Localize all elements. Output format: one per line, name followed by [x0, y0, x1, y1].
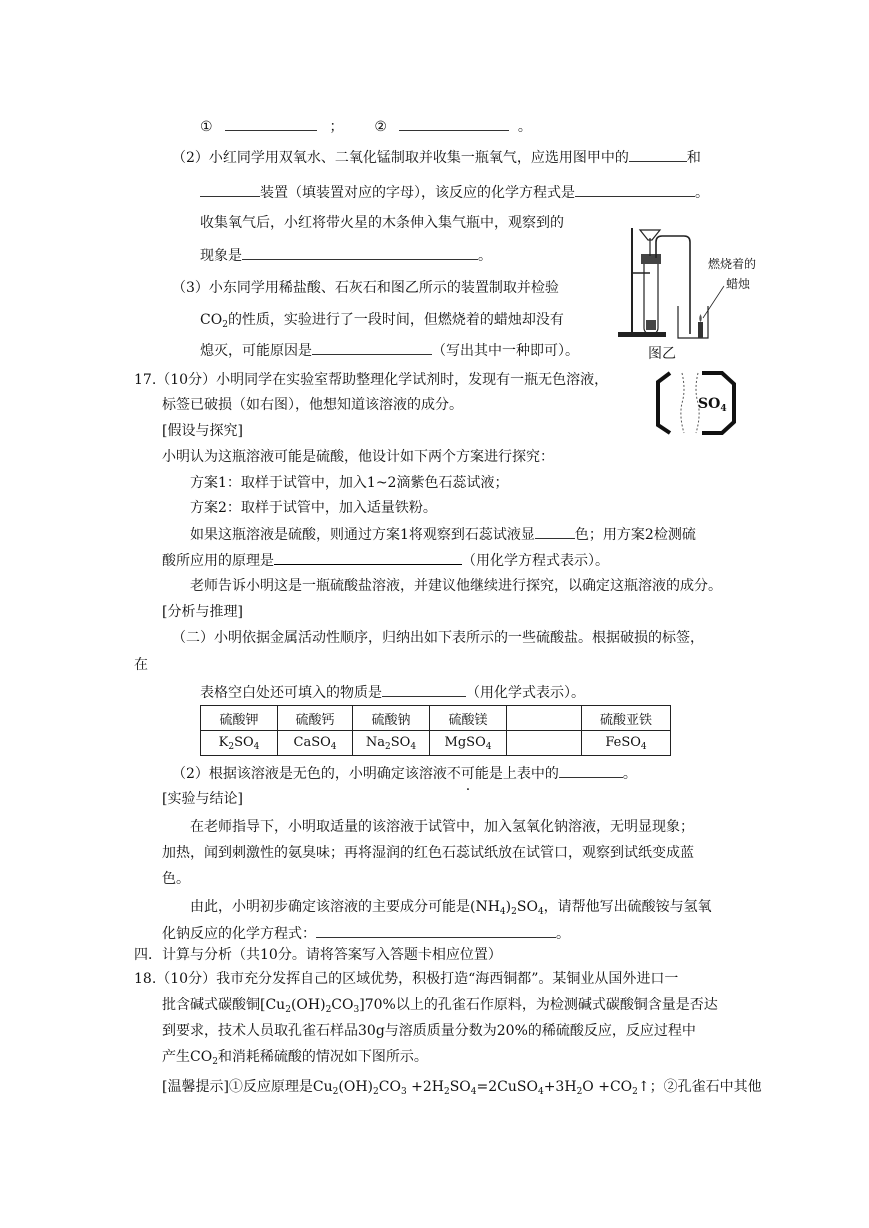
q17-title-2: 标签已破损（如右图），他想知道该溶液的成分。 [162, 397, 463, 413]
reaction-equation-blank[interactable] [316, 923, 556, 938]
q16-part3-line3: 熄灭，可能原因是 （写出其中一种即可）。 [200, 340, 579, 361]
table-cell: FeSO$_4$ [582, 731, 671, 756]
q16-part2-line3: 收集氧气后，小红将带火星的木条伸入集气瓶中，观察到的 [200, 215, 564, 231]
principle-blank[interactable] [274, 550, 462, 565]
circle-two: ② [374, 119, 387, 135]
device-blank-2[interactable] [200, 182, 260, 197]
heading-experiment: [实验与结论] [162, 791, 243, 807]
q18-line-5: [温馨提示]①反应原理是$Cu_2(OH)_2CO_3$ $+2H_2SO_4=2CuSO_4+3H_2O$ $+CO_2↑$；②孔雀石中其他 [162, 1079, 762, 1097]
broken-label-icon [652, 370, 740, 436]
q17-s5: （二）小明依据金属活动性顺序，归纳出如下表所示的一些硫酸盐。根据破损的标签， [172, 630, 704, 646]
q17-s4: 老师告诉小明这是一瓶硫酸盐溶液，并建议他继续进行探究，以确定这瓶溶液的成分。 [190, 578, 722, 594]
table-cell: 硫酸亚铁 [582, 706, 671, 731]
impossible-blank[interactable] [559, 763, 623, 778]
table-cell-blank[interactable] [507, 731, 582, 756]
table-cell: CaSO$_4$ [278, 731, 353, 756]
q18-line-4: 产生$CO_2$和消耗稀硫酸的情况如下图所示。 [162, 1049, 428, 1067]
table-cell: 硫酸钾 [201, 706, 278, 731]
answer-blank-1[interactable] [225, 116, 317, 131]
phenomenon-blank[interactable] [242, 245, 478, 260]
figure-label-candle-1: 燃烧着的 [708, 257, 757, 271]
q18-line-3: 到要求，技术人员取孔雀石样品30g与溶质质量分数为20%的稀硫酸反应，反应过程中 [162, 1023, 696, 1039]
q17-s7: （2）根据该溶液是无色的，小明确定该溶液不可能是上表中的 。 [172, 763, 637, 784]
color-blank[interactable] [535, 524, 575, 539]
q17-s2: 如果这瓶溶液是硫酸，则通过方案1将观察到石蕊试液显 色；用方案2检测硫 [190, 524, 696, 545]
broken-label-figure [652, 370, 740, 436]
q17-s11: 由此，小明初步确定该溶液的主要成分可能是$(NH_4)_2SO_4$，请帮他写出硫酸铵与氢氧 [190, 899, 712, 917]
figure-caption: 图乙 [648, 346, 676, 362]
figure-label-candle-2: 蜡烛 [726, 277, 751, 291]
heading-hypothesis: [假设与探究] [162, 423, 243, 439]
device-blank-1[interactable] [629, 147, 687, 162]
q17-s9: 加热，闻到刺激性的氨臭味；再将湿润的红色石蕊试纸放在试管口，观察到试纸变成蓝 [162, 845, 694, 861]
q16-line-1: ① ； ② 。 [200, 116, 532, 137]
formula-blank[interactable] [382, 682, 466, 697]
q17-s5b: 在 [134, 657, 148, 673]
table-cell: 硫酸钙 [278, 706, 353, 731]
emphasis-text: 不可能 [446, 766, 489, 782]
table-row [201, 731, 671, 756]
table-cell: 硫酸钠 [353, 706, 430, 731]
q17-s8: 在老师指导下，小明取适量的该溶液于试管中，加入氢氧化钠溶液，无明显现象； [190, 819, 694, 835]
reason-blank[interactable] [312, 340, 432, 355]
section-4-heading: 四．计算与分析（共10分。请将答案写入答题卡相应位置） [134, 947, 502, 963]
equation-blank[interactable] [575, 182, 695, 197]
table-row [201, 706, 671, 731]
q16-part2-line4: 现象是 。 [200, 245, 492, 266]
figure-apparatus [612, 218, 772, 368]
sulfate-table [200, 705, 671, 756]
q16-part3-line2: $CO_2$的性质，实验进行了一段时间，但燃烧着的蜡烛却没有 [200, 312, 564, 330]
table-cell-blank[interactable] [507, 706, 582, 731]
q18-line-1: 18.（10分）我市充分发挥自己的区域优势，积极打造“海西铜都”。某铜业从国外进口一 [134, 971, 679, 987]
table-cell: 硫酸镁 [430, 706, 507, 731]
q16-part3-line1: （3）小东同学用稀盐酸、石灰石和图乙所示的装置制取并检验 [172, 280, 559, 296]
table-cell: $Na_2SO_4$ [353, 731, 430, 756]
heading-analysis: [分析与推理] [162, 604, 243, 620]
q18-line-2: 批含碱式碳酸铜$[Cu_2(OH)_2CO_3]70\%$以上的孔雀石作原料，为检测碱式碳酸铜含量是否达 [162, 997, 718, 1015]
label-so4: $SO_4$ [698, 396, 727, 414]
circle-one: ① [200, 119, 213, 135]
plan-2: 方案2：取样于试管中，加入适量铁粉。 [190, 500, 437, 516]
table-cell: $K_2SO_4$ [201, 731, 278, 756]
q16-part2-line1: （2）小红同学用双氧水、二氧化锰制取并收集一瓶氧气，应选用图甲中的 和 [172, 147, 701, 168]
q17-s6: 表格空白处还可填入的物质是 （用化学式表示）。 [200, 682, 585, 703]
q17-title: 17.（10分）小明同学在实验室帮助整理化学试剂时，发现有一瓶无色溶液， [134, 372, 609, 388]
table-cell: MgSO$_4$ [430, 731, 507, 756]
q17-s10: 色。 [162, 871, 190, 887]
q17-s12: 化钠反应的化学方程式： 。 [162, 923, 570, 944]
q16-part2-line2: 装置（填装置对应的字母），该反应的化学方程式是 。 [200, 182, 709, 203]
plan-1: 方案1：取样于试管中，加入1~2滴紫色石蕊试液； [190, 475, 509, 491]
answer-blank-2[interactable] [399, 116, 509, 131]
q17-s3: 酸所应用的原理是 （用化学方程式表示）。 [162, 550, 609, 571]
q17-s1: 小明认为这瓶溶液可能是硫酸，他设计如下两个方案进行探究： [162, 449, 554, 465]
